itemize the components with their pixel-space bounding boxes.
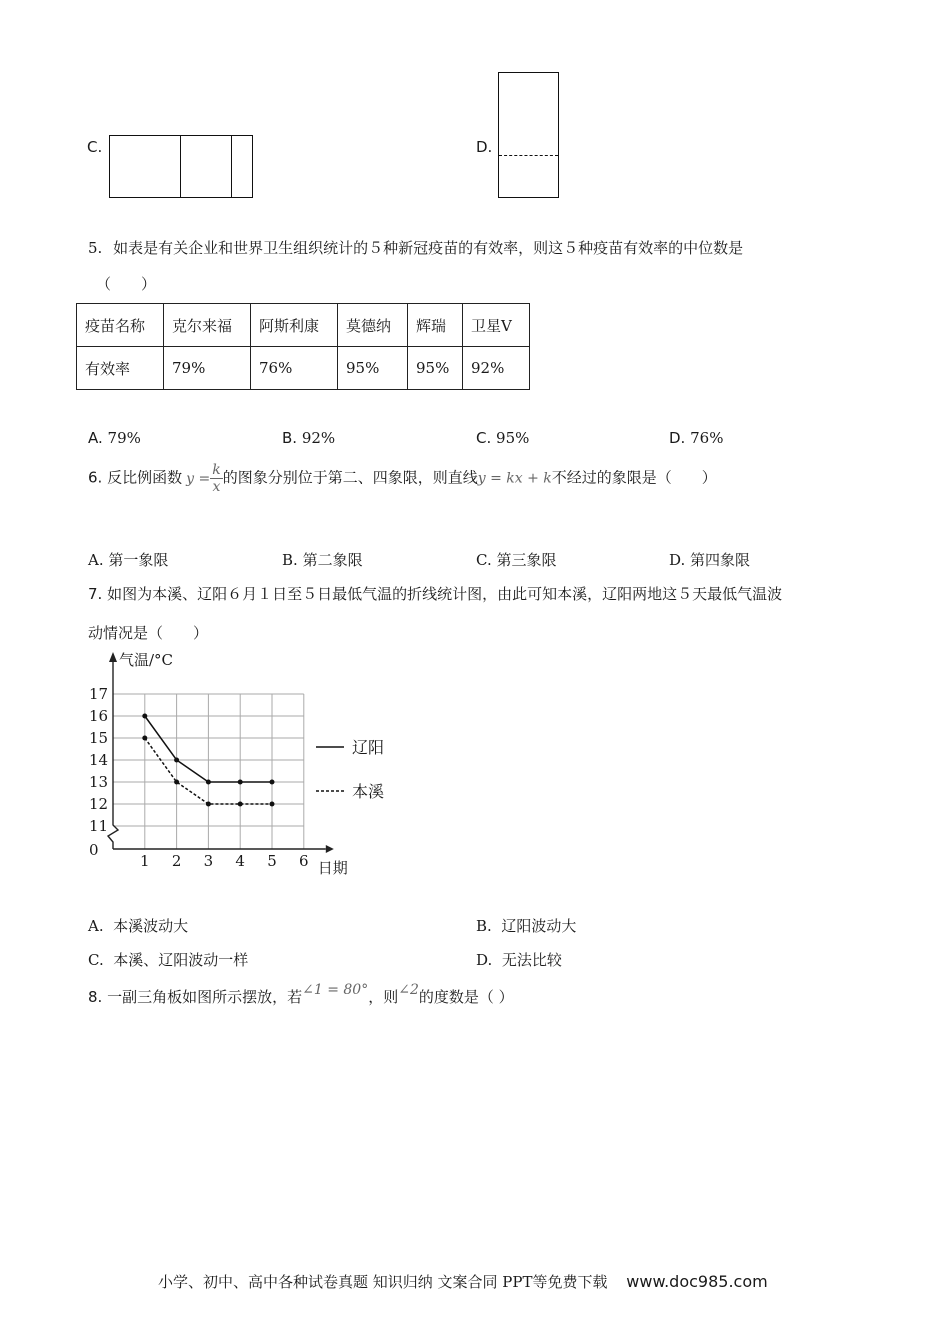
data-point [142,714,147,719]
x-tick-label: 5 [267,852,277,870]
q7-number: 7. [88,585,103,603]
table-header-cell: 阿斯利康 [251,304,338,347]
y-axis [108,658,118,849]
option-d-label: D. [476,138,493,156]
y-tick-label: 15 [89,729,109,747]
data-point [270,780,275,785]
x-tick-label: 6 [299,852,309,870]
data-point [238,780,243,785]
page-footer [158,1271,768,1292]
table-header-cell: 卫星V [463,304,530,347]
q5-stem-text: 如表是有关企业和世界卫生组织统计的５种新冠疫苗的有效率，则这５种疫苗有效率的中位数是 [113,239,744,257]
q6-fraction: $\frac{k}{x}$ [212,462,221,495]
table-cell: 79% [164,347,251,390]
q8-stem: 8. 一副三角板如图所示摆放，若∠1 = 80°，则∠2的度数是（ ） [88,982,514,1006]
chart-axes [108,652,334,853]
table-row-label: 有效率 [77,347,164,390]
q6-option-d[interactable]: D. 第四象限 [669,551,751,569]
q6-option-b[interactable]: B. 第二象限 [282,551,363,569]
q7-stem-line2: 动情况是（ ） [88,624,209,642]
table-header-cell: 辉瑞 [408,304,463,347]
q7-option-d[interactable]: D. 无法比较 [476,951,562,969]
y-tick-label: 16 [89,707,109,725]
q8-number: 8. [88,988,103,1006]
table-header-cell: 克尔来福 [164,304,251,347]
data-point [142,736,147,741]
q6-stem [88,462,717,495]
q6-option-a[interactable]: A. 第一象限 [88,551,169,569]
table-cell: 92% [463,347,530,390]
q6-number: 6. [88,468,103,487]
chart-grid [113,694,304,849]
q7-option-a[interactable]: A. 本溪波动大 [88,917,189,935]
table-cell: 95% [338,347,408,390]
table-cell: 95% [408,347,463,390]
table-cell: 76% [251,347,338,390]
data-point [206,802,211,807]
footer-text: 小学、初中、高中各种试卷真题 知识归纳 文案合同 PPT等免费下载 [158,1273,608,1291]
q7-option-c[interactable]: C. 本溪、辽阳波动一样 [88,951,249,969]
legend-label: 辽阳 [352,738,385,757]
x-tick-label: 4 [235,852,245,870]
vaccine-table [76,303,530,390]
q6-option-c[interactable]: C. 第三象限 [476,551,557,569]
q6-text-b: 的图象分别位于第二、四象限，则直线 [222,468,478,487]
x-axis-arrow [326,845,334,853]
q6-line-eq: y = kx + k [477,470,552,487]
y-tick-label: 13 [89,773,109,791]
legend-label: 本溪 [352,782,385,801]
y-tick-label: 12 [89,795,109,813]
option-c-label: C. [87,138,103,156]
q5-number: 5. [88,239,103,257]
data-point [238,802,243,807]
table-row [77,304,530,347]
x-tick-label: 3 [203,852,214,870]
q5-stem [88,237,743,258]
chart-labels [89,651,384,877]
data-point [206,780,211,785]
temperature-line-chart [80,648,400,883]
q6-text-c: 不经过的象限是（ ） [551,468,717,487]
x-tick-label: 2 [171,852,182,870]
q5-option-d[interactable]: D. 76% [669,429,724,447]
q6-func-lhs: y = [186,470,211,487]
x-tick-label: 1 [140,852,150,870]
table-header-cell: 莫德纳 [338,304,408,347]
x-axis-label: 日期 [317,859,348,877]
q7-option-b[interactable]: B. 辽阳波动大 [476,917,577,935]
q5-paren: （ ） [96,275,157,293]
table-header-cell: 疫苗名称 [77,304,164,347]
y-axis-label: 气温/°C [119,651,174,669]
q8-angle1: ∠1 = 80° [302,982,369,998]
q7-stem-line1: 7. 如图为本溪、辽阳６月１日至５日最低气温的折线统计图，由此可知本溪，辽阳两地这５天最低气温波 [88,585,783,603]
q5-option-b[interactable]: B. 92% [282,429,336,447]
y-axis-arrow [109,652,117,662]
y-tick-label: 11 [89,817,109,835]
footer-url[interactable]: www.doc985.com [626,1272,768,1291]
y-tick-label: 0 [89,841,99,859]
table-row [77,347,530,390]
data-point [174,780,179,785]
q5-option-c[interactable]: C. 95% [476,429,530,447]
y-tick-label: 14 [89,751,109,769]
data-point [174,758,179,763]
q8-angle2: ∠2 [398,982,419,998]
data-point [270,802,275,807]
q6-text-a: 反比例函数 [107,468,183,487]
q5-option-a[interactable]: A. 79% [88,429,141,447]
y-tick-label: 17 [89,685,109,703]
